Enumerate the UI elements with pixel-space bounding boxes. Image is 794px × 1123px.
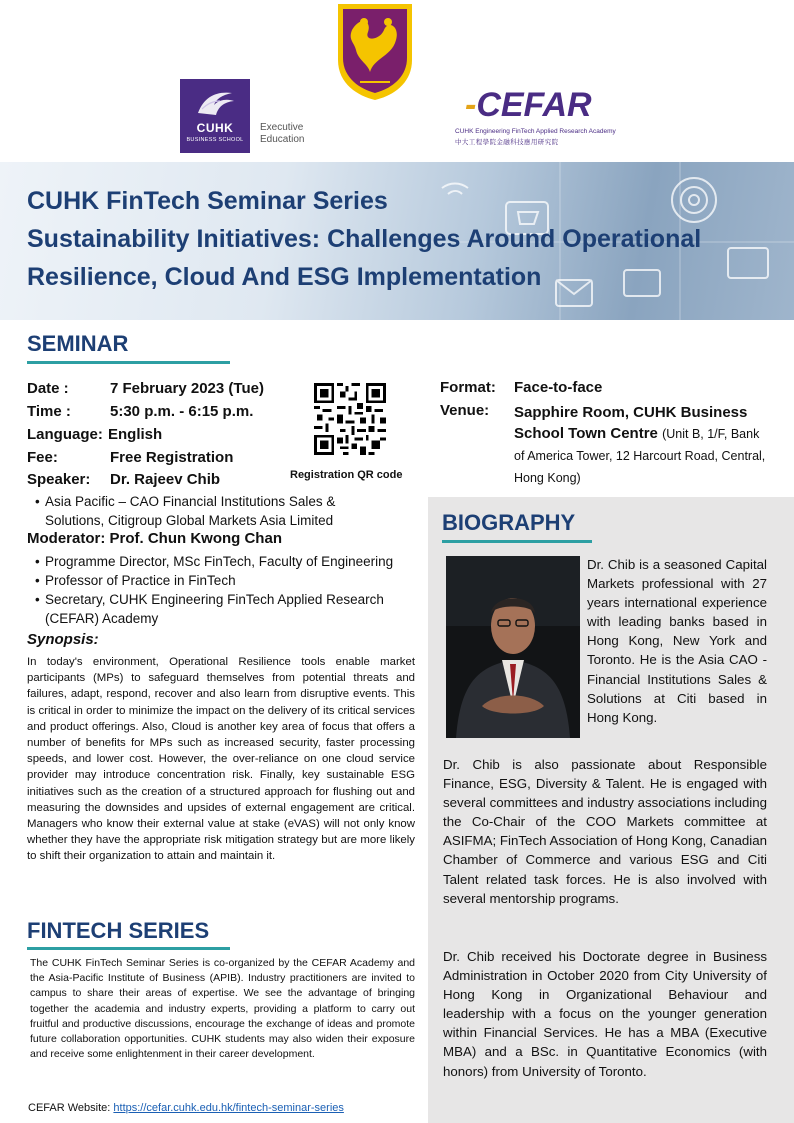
- venue-address: (Unit B, 1/F, Bank of America Tower, 12 Harcourt Road, Central, Hong Kong): [514, 427, 766, 485]
- cefar-subtitle-en: CUHK Engineering FinTech Applied Research Academy: [455, 128, 616, 135]
- venue-label: Venue:: [440, 402, 490, 419]
- biography-paragraph-2: Dr. Chib is also passionate about Responsible Finance, ESG, Diversity & Talent. He is engaged with several committees and industry associations including the Co-Chair of the COO Markets committee at ASIFMA; FinTech Association of Hong Kong, Canadian Chamber of Commerce and various ESG and Citi Talent related task forces. He is also involved with several mentorship programs.: [443, 757, 767, 906]
- executive-education-text: [260, 122, 304, 146]
- biography-paragraph-3: Dr. Chib received his Doctorate degree in Business Administration in October 2020 from City University of Hong Kong in Organizational Behaviour and leadership with a focus on the younger generation within Financial Services. He has a MBA (Executive MBA) and a BSc. in Quantitative Economics (with honors) from University of Toronto.: [443, 949, 767, 1079]
- speaker-row: [27, 471, 221, 488]
- title-line-2: Sustainability Initiatives: Challenges Around Operational: [27, 225, 702, 253]
- business-school-text: BUSINESS SCHOOL: [186, 137, 244, 143]
- cefar-logo: [455, 86, 625, 152]
- moderator-bullet-3: [35, 590, 384, 628]
- speaker-title-line-1: Asia Pacific – CAO Financial Institutions Sales &: [45, 494, 336, 509]
- format-label: Format:: [440, 379, 496, 396]
- format-value: Face-to-face: [514, 379, 603, 396]
- fintech-heading-underline: [27, 947, 230, 950]
- biography-heading-underline: [442, 540, 592, 543]
- cefar-website-link[interactable]: https://cefar.cuhk.edu.hk/fintech-seminar-series: [113, 1102, 344, 1114]
- cefar-wordmark: -CEFAR: [465, 86, 592, 124]
- cefar-website-label: CEFAR Website:: [28, 1102, 114, 1114]
- biography-heading: BIOGRAPHY: [442, 510, 576, 535]
- moderator-row: Moderator: Prof. Chun Kwong Chan: [27, 530, 282, 547]
- bullet-dot-icon: •: [35, 554, 40, 569]
- time-row: [27, 403, 254, 420]
- synopsis-heading: Synopsis:: [27, 631, 99, 648]
- exec-line-2: Education: [260, 134, 305, 145]
- seminar-heading: SEMINAR: [27, 331, 129, 356]
- speaker-label: Speaker:: [27, 471, 91, 488]
- cefar-subtitle-zh: 中大工程學院金融科技應用研究院: [455, 139, 559, 146]
- date-value: 7 February 2023 (Tue): [110, 380, 264, 397]
- language-row: [27, 426, 163, 443]
- registration-qr-code[interactable]: [314, 383, 386, 455]
- fintech-series-heading: FINTECH SERIES: [27, 918, 210, 943]
- qr-caption: Registration QR code: [290, 469, 403, 481]
- moderator-bullet-text: Secretary, CUHK Engineering FinTech Applied Research: [45, 592, 384, 607]
- moderator-bullet-2: [35, 571, 236, 590]
- speaker-value: Dr. Rajeev Chib: [110, 471, 221, 488]
- speaker-title-bullet: [35, 492, 425, 530]
- cefar-word: CEFAR: [476, 86, 592, 124]
- bullet-dot-icon: •: [35, 592, 40, 607]
- title-line-1: CUHK FinTech Seminar Series: [27, 187, 388, 215]
- speaker-portrait-icon: [446, 556, 580, 738]
- moderator-bullet-text: Programme Director, MSc FinTech, Faculty of Engineering: [45, 554, 394, 569]
- moderator-bullet-text-cont: (CEFAR) Academy: [45, 611, 159, 626]
- time-value: 5:30 p.m. - 6:15 p.m.: [110, 403, 254, 420]
- bullet-dot-icon: •: [35, 573, 40, 588]
- moderator-bullet-1: [35, 552, 394, 571]
- cuhk-business-school-logo: [180, 79, 250, 153]
- venue-value: [514, 402, 768, 489]
- venue-name: Sapphire Room, CUHK Business School Town Centre: [514, 404, 748, 442]
- time-label: Time :: [27, 403, 71, 420]
- phoenix-icon: [194, 87, 236, 117]
- synopsis-text: In today's environment, Operational Resilience tools enable market participants (MPs) to safeguard themselves from potential threats and failures, adapt, respond, recover and also learn from disruptive events. This is critical in order to minimize the impact on the delivery of its critical services and product offerings. Also, Cloud is another key area of focus that offers a number of benefits for MPs such as increased security, faster processing speeds, and lower cost. However, the over-reliance on one cloud service provider may introduce concentration risk. Finally, key sustainable ESG initiatives such as the creation of a structured approach for flushing out and measuring the downsides and upsides of external engagement are critical. Managers who know their external value at stake (eVAS) will not only know whether they have the appropriate risk mitigation strategy but are more likely to shift their organization to attain and maintain it.: [27, 656, 415, 863]
- title-line-3: Resilience, Cloud And ESG Implementation: [27, 263, 542, 291]
- fee-value: Free Registration: [110, 449, 234, 466]
- exec-line-1: Executive: [260, 122, 304, 133]
- cefar-website-line: [28, 1102, 344, 1114]
- date-label: Date :: [27, 380, 69, 397]
- bullet-dot-icon: •: [35, 494, 40, 509]
- title-banner: [0, 162, 794, 320]
- date-row: [27, 380, 264, 397]
- seminar-title: [27, 182, 701, 296]
- fintech-series-text: The CUHK FinTech Seminar Series is co-organized by the CEFAR Academy and the Asia-Pacific Institute of Business (APIB). Industry practitioners are invited to campus to share their areas of expertise. We see the advantage of bringing together the academia and industry experts, providing a platform to carry out fruitful and productive discussions, encourage the exchange of ideas and promote future collaboration opportunities. CUHK students may also widen their exposure and receive some enlightenment in their career development.: [30, 957, 415, 1061]
- language-value: English: [108, 426, 163, 443]
- fee-label: Fee:: [27, 449, 58, 466]
- fee-row: [27, 449, 234, 466]
- moderator-bullet-text: Professor of Practice in FinTech: [45, 573, 236, 588]
- cuhk-logo-text: CUHK: [196, 121, 234, 135]
- seminar-heading-underline: [27, 361, 230, 364]
- speaker-photo: [446, 556, 580, 738]
- biography-paragraph-1: Dr. Chib is a seasoned Capital Markets professional with 27 years international experience with leading banks based in Hong Kong, New York and Toronto. He is the Asia CAO - Financial Institutions Sales & Solutions at Citi based in Hong Kong.: [587, 557, 767, 725]
- language-label: Language:: [27, 426, 103, 443]
- speaker-title-line-2: Solutions, Citigroup Global Markets Asia Limited: [45, 513, 334, 528]
- cuhk-crest-icon: [334, 0, 416, 102]
